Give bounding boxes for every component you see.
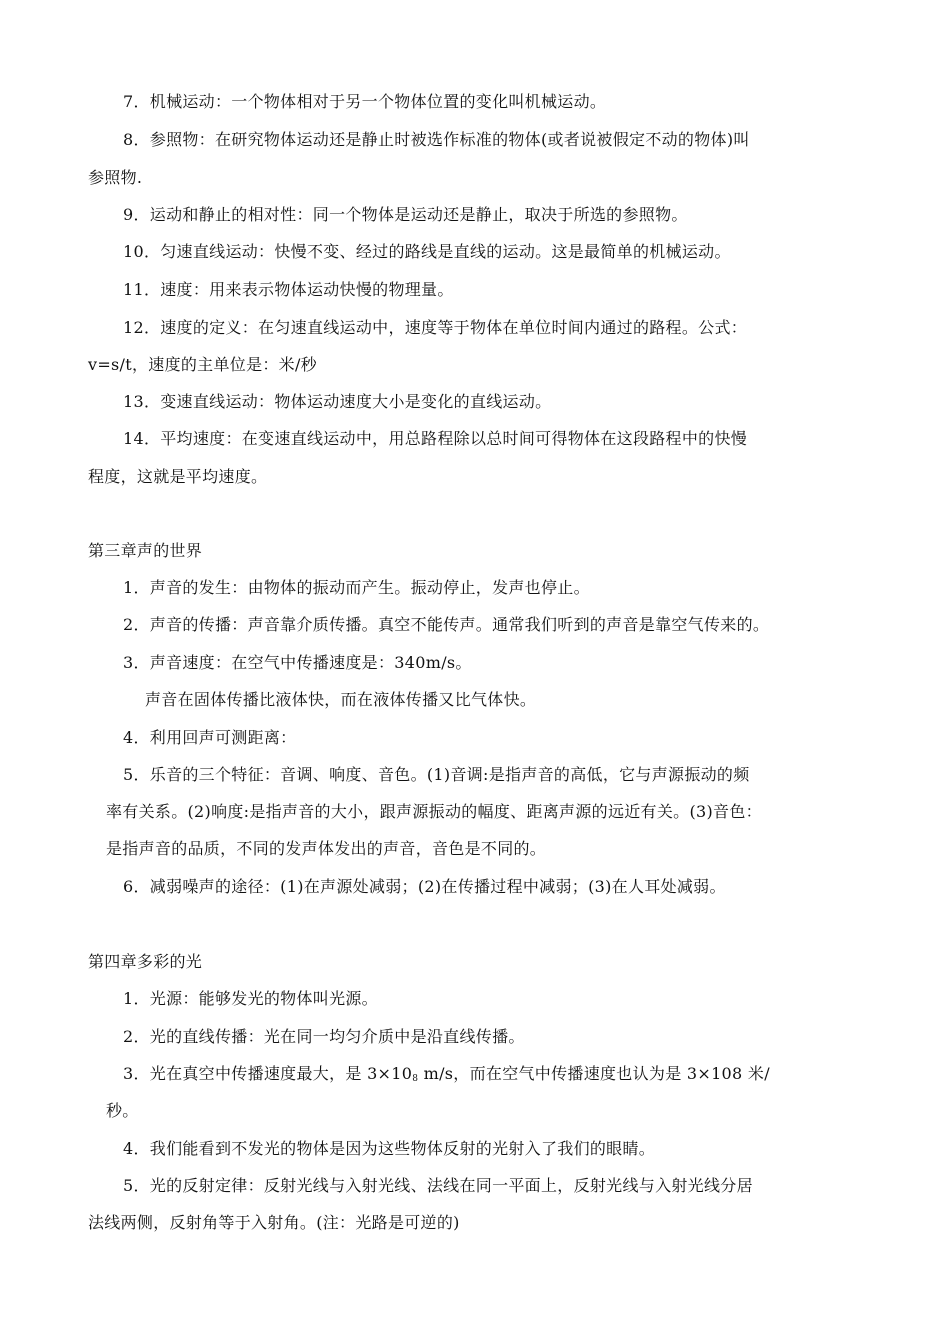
ch3-item-5-line1: 5．乐音的三个特征：音调、响度、音色。(1)音调:是指声音的高低，它与声源振动的频 [123,765,750,784]
item-8-reference-object-line2: 参照物. [88,168,143,187]
ch4-item-5-line1: 5．光的反射定律：反射光线与入射光线、法线在同一平面上，反射光线与入射光线分居 [123,1176,753,1195]
item-9-relativity: 9．运动和静止的相对性：同一个物体是运动还是静止，取决于所选的参照物。 [123,205,688,224]
item-12-speed-definition-line2: v=s/t，速度的主单位是：米/秒 [88,355,317,374]
item-14-average-speed-line1: 14．平均速度：在变速直线运动中，用总路程除以总时间可得物体在这段路程中的快慢 [123,429,748,448]
ch3-item-3: 3．声音速度：在空气中传播速度是：340m/s。 [123,653,472,672]
item-8-reference-object-line1: 8．参照物：在研究物体运动还是静止时被选作标准的物体(或者说被假定不动的物体)叫 [123,130,750,149]
item-11-speed: 11．速度：用来表示物体运动快慢的物理量。 [123,280,454,299]
ch4-item-3-text-a: 3．光在真空中传播速度最大，是 3×10 [123,1064,413,1083]
item-14-average-speed-line2: 程度，这就是平均速度。 [88,467,268,486]
ch4-item-3-line2: 秒。 [106,1101,139,1120]
item-13-variable-motion: 13．变速直线运动：物体运动速度大小是变化的直线运动。 [123,392,552,411]
ch3-item-2: 2．声音的传播：声音靠介质传播。真空不能传声。通常我们听到的声音是靠空气传来的。 [123,615,770,634]
ch4-item-2: 2．光的直线传播：光在同一均匀介质中是沿直线传播。 [123,1027,525,1046]
ch3-item-6: 6．减弱噪声的途径：(1)在声源处减弱；(2)在传播过程中减弱；(3)在人耳处减弱。 [123,877,726,896]
ch4-item-3-line1 [123,1064,770,1089]
item-7-mechanical-motion: 7．机械运动：一个物体相对于另一个物体位置的变化叫机械运动。 [123,92,607,111]
chapter-3-title: 第三章声的世界 [88,541,203,560]
ch3-item-4: 4．利用回声可测距离： [123,728,297,747]
ch3-item-5-line3: 是指声音的品质，不同的发声体发出的声音，音色是不同的。 [106,839,547,858]
item-10-uniform-motion: 10．匀速直线运动：快慢不变、经过的路线是直线的运动。这是最简单的机械运动。 [123,242,731,261]
ch4-item-3-text-b: m/s，而在空气中传播速度也认为是 3×108 米/ [418,1064,770,1083]
ch4-item-1: 1．光源：能够发光的物体叫光源。 [123,989,378,1008]
ch3-item-5-line2: 率有关系。(2)响度:是指声音的大小，跟声源振动的幅度、距离声源的远近有关。(3)音色： [106,802,762,821]
chapter-4-title: 第四章多彩的光 [88,952,203,971]
ch3-item-1: 1．声音的发生：由物体的振动而产生。振动停止，发声也停止。 [123,578,590,597]
ch4-item-4: 4．我们能看到不发光的物体是因为这些物体反射的光射入了我们的眼睛。 [123,1139,656,1158]
item-12-speed-definition-line1: 12．速度的定义：在匀速直线运动中，速度等于物体在单位时间内通过的路程。公式： [123,318,748,337]
ch4-item-5-line2: 法线两侧，反射角等于入射角。(注：光路是可逆的) [88,1213,460,1232]
ch3-item-3-note: 声音在固体传播比液体快，而在液体传播又比气体快。 [145,690,537,709]
ch4-item-3-exponent: 8 [412,1074,419,1084]
